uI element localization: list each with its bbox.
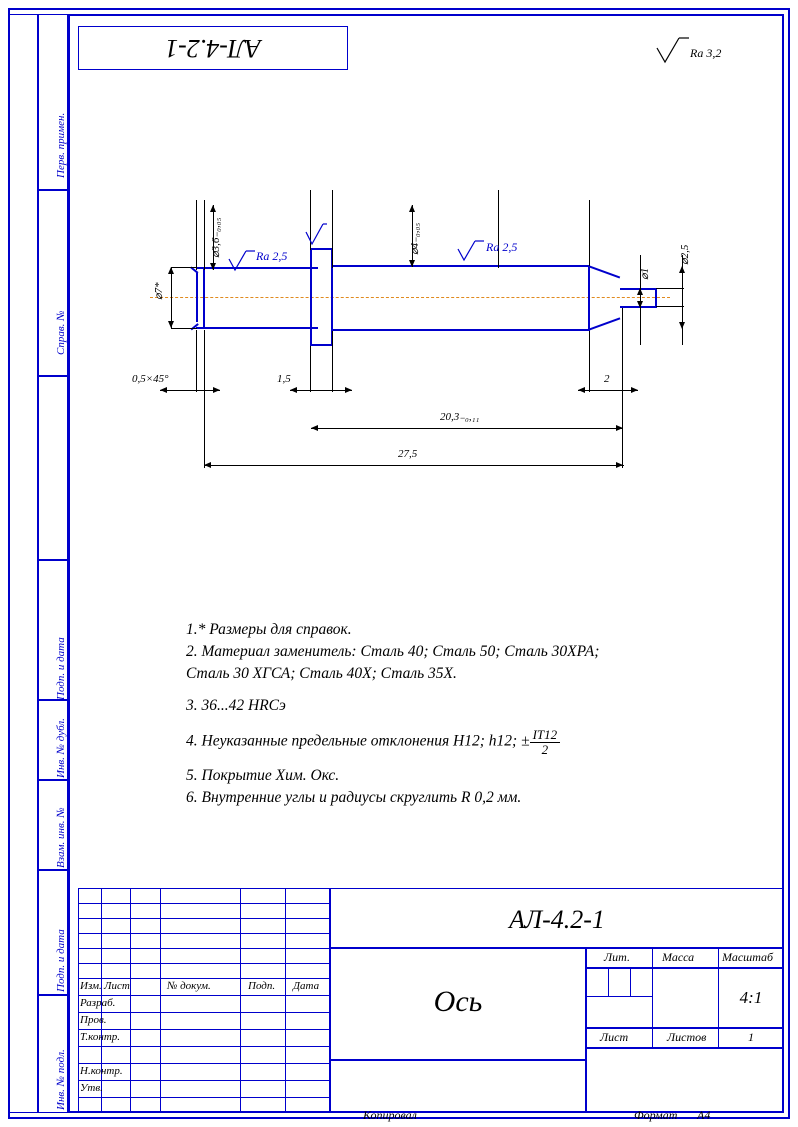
- tb-sheets-value: 1: [748, 1030, 754, 1044]
- tb-lit-label: Лит.: [604, 950, 630, 964]
- tb-org-cell: [586, 1048, 784, 1113]
- extension-line: [622, 430, 623, 468]
- margin-label-sprav: Справ. №: [55, 310, 67, 355]
- dim-label-d7: ⌀7*: [153, 282, 165, 300]
- tb-designation-text: АЛ-4.2-1: [509, 905, 605, 934]
- tb-role-utv: Утв.: [80, 1082, 103, 1094]
- roughness-label-1: Ra 2,5: [256, 249, 288, 263]
- tb-role-nkontr: Н.контр.: [80, 1065, 123, 1077]
- footer-format-value: A4: [697, 1108, 711, 1122]
- dim-arrow: [679, 322, 685, 329]
- tech-req-line-2b: Сталь 30 ХГСА; Сталь 40Х; Сталь 35Х.: [186, 665, 457, 682]
- margin-binding-strip: [8, 14, 38, 1113]
- roughness-symbol-icon-leader: [304, 222, 328, 246]
- tb-rule: [78, 963, 330, 964]
- part-outline: [331, 329, 589, 331]
- part-step-line: [203, 267, 205, 328]
- margin-label-inv-dubl: Инв. № дубл.: [55, 718, 67, 778]
- surface-finish-value: Ra 3,2: [690, 46, 722, 60]
- dim-arrow: [345, 387, 352, 393]
- dim-arrow: [168, 321, 174, 328]
- dimension-line-15: [290, 390, 352, 391]
- part-outline: [310, 344, 332, 346]
- dim-arrow: [160, 387, 167, 393]
- dim-arrow: [210, 263, 216, 270]
- tb-role-razrab: Разраб.: [80, 997, 116, 1009]
- tb-rule: [652, 948, 653, 968]
- margin-label-perv-primen: Перв. примен.: [55, 112, 67, 178]
- dim-label-d25: ⌀2,5: [679, 244, 691, 265]
- dim-arrow: [409, 260, 415, 267]
- extension-line: [622, 308, 623, 392]
- footer-copied-label: Копировал: [363, 1108, 417, 1122]
- dim-label-d36: ⌀3,6₋₀,₀₅: [210, 217, 222, 258]
- extension-line: [332, 190, 333, 268]
- margin-box-3: [38, 376, 68, 560]
- tech-req-line-4: [186, 728, 706, 756]
- extension-line: [310, 346, 311, 392]
- technical-requirements: [186, 620, 706, 810]
- dimension-line-275: [204, 465, 624, 466]
- extension-line: [656, 306, 684, 307]
- extension-line: [171, 328, 197, 329]
- tolerance-fraction-numerator: IT12: [530, 728, 561, 743]
- tb-header-rule: [78, 978, 330, 979]
- tb-rule: [718, 1028, 719, 1048]
- tech-req-line-2: 2. Материал заменитель: Сталь 40; Сталь 50; Сталь 30ХРА;: [186, 643, 600, 660]
- dim-label-15: 1,5: [277, 373, 291, 385]
- dim-arrow: [409, 205, 415, 212]
- tech-req-line-3: 3. 36...42 HRCэ: [186, 697, 286, 714]
- tb-rule: [160, 888, 161, 1113]
- dim-label-2: 2: [604, 373, 610, 385]
- tb-col-docum: № докум.: [167, 980, 211, 992]
- part-outline: [196, 327, 318, 329]
- margin-label-vzam-inv: Взам. инв. №: [55, 807, 67, 868]
- dim-arrow: [637, 301, 643, 308]
- roughness-label-2: Ra 2,5: [486, 240, 518, 254]
- tb-rule: [78, 1063, 330, 1064]
- margin-label-podp-data-1: Подп. и дата: [55, 637, 67, 700]
- dimension-line-chamfer: [160, 390, 220, 391]
- extension-line: [589, 200, 590, 266]
- dim-arrow: [210, 205, 216, 212]
- tb-col-list: Лист: [104, 980, 130, 992]
- tb-rule: [240, 888, 241, 1113]
- tb-role-tkontr: Т.контр.: [80, 1031, 121, 1043]
- part-outline: [310, 248, 312, 346]
- dim-label-chamfer: 0,5×45°: [132, 373, 169, 385]
- tb-mass-label: Масса: [662, 950, 695, 964]
- dim-arrow: [578, 387, 585, 393]
- tb-col-izm: Изм.: [80, 980, 102, 992]
- dimension-line-2: [578, 390, 638, 391]
- extension-line: [196, 330, 197, 392]
- surface-finish-symbol-icon: [655, 36, 691, 64]
- extension-line: [332, 331, 333, 392]
- dim-arrow: [631, 387, 638, 393]
- extension-line: [196, 200, 197, 270]
- extension-line: [622, 392, 623, 430]
- part-outline: [655, 288, 657, 308]
- extension-line: [589, 331, 590, 392]
- tb-rule: [78, 933, 330, 934]
- tb-rule: [630, 968, 631, 996]
- dim-arrow: [311, 425, 318, 431]
- part-step-line: [588, 265, 590, 331]
- tb-rule: [586, 996, 652, 997]
- dim-label-d4: ⌀4₋₀,₀₅: [409, 222, 421, 255]
- tb-rule: [652, 968, 653, 1028]
- tb-rule: [718, 948, 719, 968]
- tb-col-podp: Подп.: [248, 980, 276, 992]
- dim-label-275: 27,5: [398, 448, 418, 460]
- dim-label-203: 20,3₋₀,₁₁: [440, 411, 480, 423]
- tb-sheet-label: Лист: [600, 1030, 629, 1044]
- tb-rule: [78, 903, 330, 904]
- part-outline: [310, 248, 332, 250]
- roughness-symbol-icon-2: [457, 240, 485, 262]
- tb-name-text: Ось: [433, 985, 483, 1018]
- extension-line: [498, 190, 499, 268]
- tb-scale-value: 4:1: [739, 988, 763, 1007]
- tech-req-line-6: 6. Внутренние углы и радиусы скруглить R 0,2 мм.: [186, 789, 522, 807]
- tech-req-line-1: 1.* Размеры для справок.: [186, 621, 352, 638]
- dimension-line-203: [311, 428, 623, 429]
- extension-line: [656, 288, 684, 289]
- margin-label-inv-podl: Инв. № подл.: [55, 1049, 67, 1110]
- tb-rule: [130, 888, 131, 1113]
- part-outline: [331, 265, 589, 267]
- tolerance-fraction-denominator: 2: [541, 741, 549, 757]
- dim-label-d1: ⌀1: [639, 267, 651, 280]
- footer-format-label: Формат: [634, 1108, 678, 1122]
- tech-req-line-4-text: 4. Неуказанные предельные отклонения H12; h12; ±: [186, 732, 530, 750]
- dim-arrow: [679, 266, 685, 273]
- tb-rule: [78, 1097, 330, 1098]
- dim-arrow: [290, 387, 297, 393]
- tb-extra-cell: [330, 1060, 586, 1113]
- center-axis-line: [150, 297, 670, 298]
- extension-line: [204, 200, 205, 270]
- tb-scale-label: Масштаб: [722, 950, 774, 964]
- tb-rule: [78, 948, 330, 949]
- tech-req-line-5: 5. Покрытие Хим. Окс.: [186, 767, 340, 785]
- tolerance-fraction: [530, 728, 561, 756]
- tb-rule: [285, 888, 286, 1113]
- top-designation-text: АЛ-4.2-1: [165, 34, 261, 63]
- extension-line: [204, 330, 205, 392]
- tb-rule: [652, 1028, 653, 1048]
- dim-arrow: [637, 288, 643, 295]
- dimension-line-d7: [171, 267, 172, 328]
- tb-rule: [78, 1012, 330, 1013]
- tb-sheets-label: Листов: [667, 1030, 707, 1044]
- part-outline: [196, 273, 198, 322]
- tb-col-data: Дата: [293, 980, 320, 992]
- extension-line: [171, 267, 197, 268]
- tb-rule: [78, 1029, 330, 1030]
- dim-arrow: [204, 462, 211, 468]
- tb-rule: [78, 918, 330, 919]
- dim-arrow: [213, 387, 220, 393]
- margin-label-podp-data-2: Подп. и дата: [55, 929, 67, 992]
- dim-arrow: [168, 267, 174, 274]
- extension-line: [204, 392, 205, 468]
- tb-rule: [78, 1080, 330, 1081]
- tb-rule: [78, 995, 330, 996]
- tb-rule: [608, 968, 609, 996]
- tb-rule: [78, 1046, 330, 1047]
- tb-role-prov: Пров.: [80, 1014, 107, 1026]
- roughness-symbol-icon-1: [228, 250, 256, 272]
